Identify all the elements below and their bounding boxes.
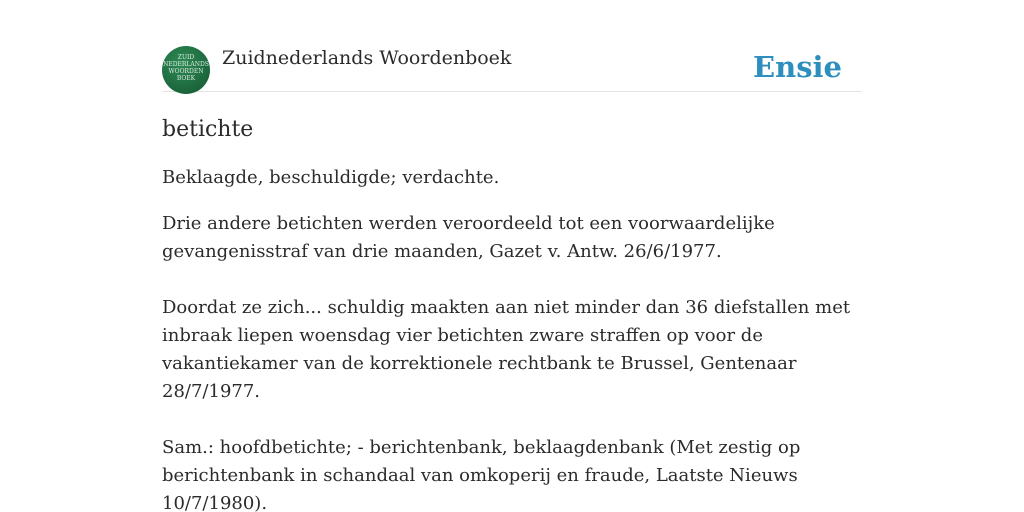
logo-line: WOORDEN — [168, 68, 204, 75]
logo-line: ZUID — [177, 54, 195, 61]
logo-lettering — [162, 54, 210, 82]
example-sentence: Doordat ze zich... schuldig maakten aan niet minder dan 36 diefstallen met inbraak liepen woensdag vier betichten zware straffen op voor de vakantiekamer van de korrektionele rechtbank te Brussel, Gentenaar 28/7/1977. — [162, 297, 851, 402]
entry-compounds: Sam.: hoofdbetichte; - berichtenbank, beklaagdenbank (Met zestig op berichtenbank in schandaal van omkoperij en fraude, Laatste Nieuws 10/7/1980). — [162, 437, 801, 512]
logo-line: BOEK — [176, 75, 196, 82]
entry-definition: Beklaagde, beschuldigde; verdachte. — [162, 167, 500, 188]
entry-examples — [162, 210, 862, 406]
entry-word: betichte — [162, 117, 254, 142]
brand-logo-link[interactable]: Ensie — [753, 50, 842, 84]
source-name-link[interactable]: Zuidnederlands Woordenboek — [222, 47, 512, 69]
example-sentence: Drie andere betichten werden veroordeeld tot een voorwaardelijke gevangenisstraf van drie maanden, Gazet v. Antw. 26/6/1977. — [162, 213, 775, 262]
logo-line: NEDERLANDS — [163, 61, 209, 68]
header — [162, 44, 862, 92]
source-logo[interactable] — [162, 46, 210, 94]
page-container — [162, 44, 862, 512]
